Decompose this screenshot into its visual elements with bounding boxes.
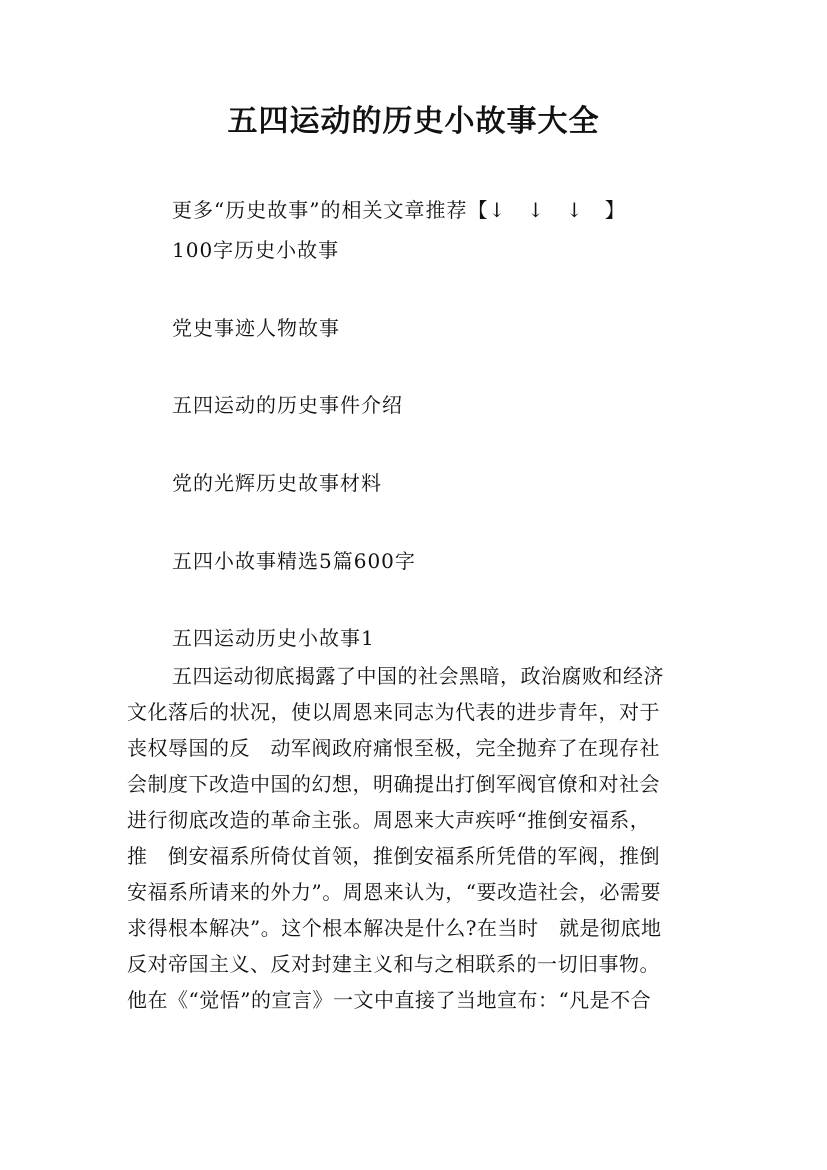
paragraph-line: 求得根本解决”。这个根本解决是什么?在当时 就是彻底地 bbox=[127, 916, 662, 940]
paragraph-line: 进行彻底改造的革命主张。周恩来大声疾呼“推倒安福系， bbox=[127, 808, 651, 832]
link-item[interactable]: 五四运动的历史事件介绍 bbox=[172, 393, 403, 417]
paragraph-line: 文化落后的状况，使以周恩来同志为代表的进步青年，对于 bbox=[127, 700, 660, 724]
paragraph-line: 会制度下改造中国的幻想，明确提出打倒军阀官僚和对社会 bbox=[127, 772, 660, 796]
paragraph-line: 五四运动彻底揭露了中国的社会黑暗，政治腐败和经济 bbox=[172, 664, 664, 688]
document-title: 五四运动的历史小故事大全 bbox=[227, 104, 600, 139]
recommend-line: 更多“历史故事”的相关文章推荐【↓ ↓ ↓ 】 bbox=[172, 198, 626, 222]
paragraph-line: 反对帝国主义、反对封建主义和与之相联系的一切旧事物。 bbox=[127, 952, 660, 976]
link-item[interactable]: 党史事迹人物故事 bbox=[172, 316, 340, 340]
paragraph-line: 推 倒安福系所倚仗首领，推倒安福系所凭借的军阀，推倒 bbox=[127, 844, 660, 868]
paragraph-line: 他在《“觉悟”的宣言》一文中直接了当地宣布：“凡是不合 bbox=[127, 988, 652, 1012]
link-item[interactable]: 五四小故事精选5篇600字 bbox=[172, 549, 416, 573]
paragraph-line: 安福系所请来的外力”。周恩来认为，“要改造社会，必需要 bbox=[127, 880, 661, 904]
section-heading: 五四运动历史小故事1 bbox=[172, 626, 375, 650]
story-paragraph bbox=[127, 658, 717, 1018]
link-item[interactable]: 党的光辉历史故事材料 bbox=[172, 471, 382, 495]
link-item[interactable]: 100字历史小故事 bbox=[172, 238, 340, 262]
paragraph-line: 丧权辱国的反 动军阀政府痛恨至极，完全抛弃了在现存社 bbox=[127, 736, 660, 760]
